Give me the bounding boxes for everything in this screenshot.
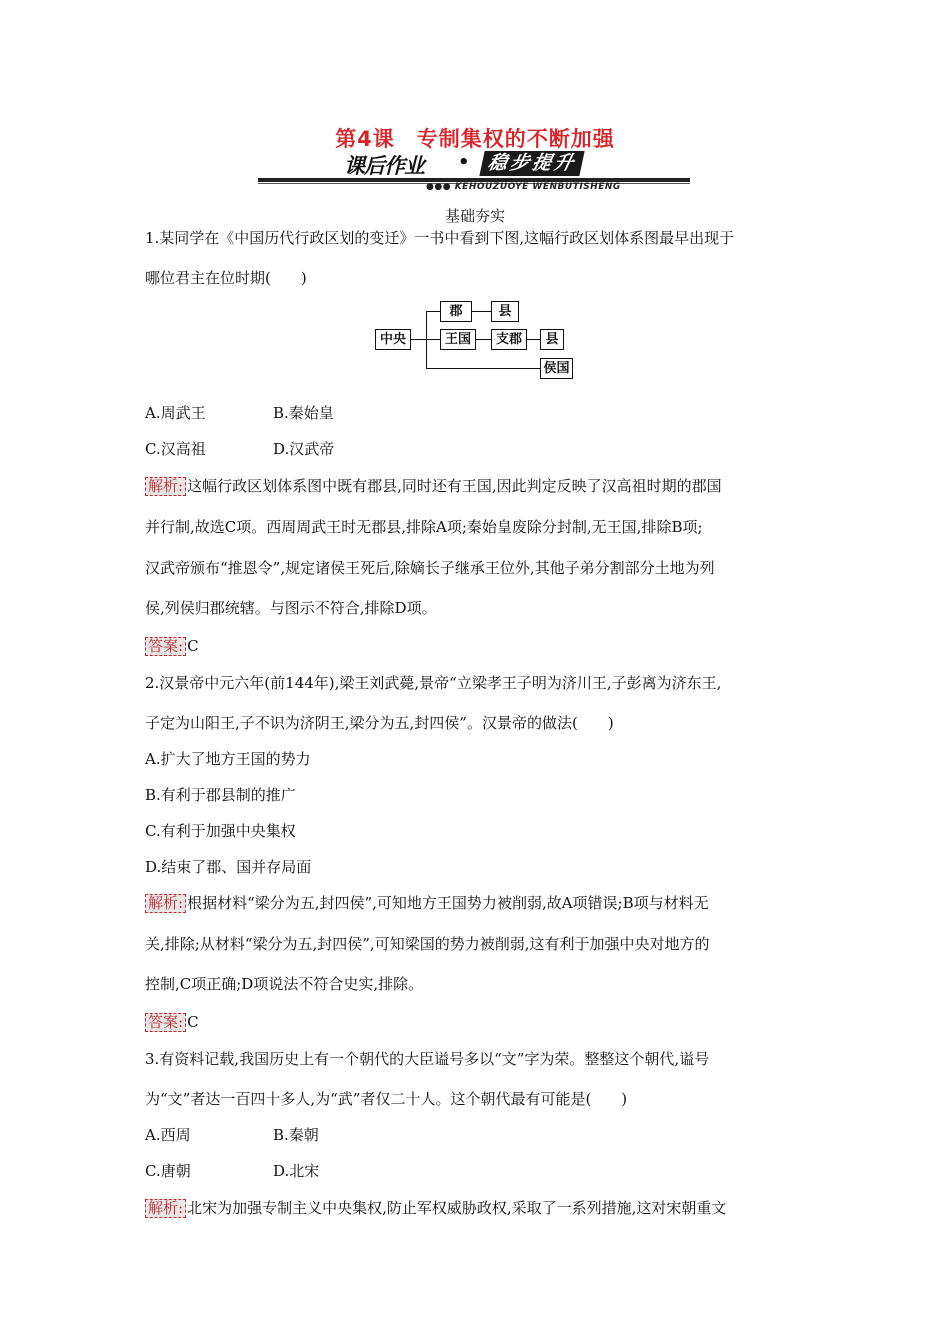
connector: [426, 339, 440, 340]
q3-option-c: C.唐朝: [145, 1162, 191, 1180]
q1-stem-line-1: 1.某同学在《中国历代行政区划的变迁》一书中看到下图,这幅行政区划体系图最早出现于: [145, 229, 735, 247]
q2-analysis-text-1: 根据材料“梁分为五,封四侯”,可知地方王国势力被削弱,故A项错误;B项与材料无: [187, 894, 709, 912]
q1-analysis-line: [145, 476, 722, 496]
node-houguo: 侯国: [540, 358, 573, 379]
q1-stem-line-2: 哪位君主在位时期( ): [145, 269, 307, 287]
q2-analysis-text-2: 关,排除;从材料“梁分为五,封四侯”,可知梁国的势力被削弱,这有利于加强中央对地方的: [145, 935, 710, 953]
q1-option-a: A.周武王: [145, 404, 206, 422]
banner-pinyin: ●●● KEHOUZUOYE WENBUTISHENG: [426, 182, 621, 192]
connector: [426, 368, 540, 369]
q3-option-a: A.西周: [145, 1126, 191, 1144]
node-wangguo: 王国: [440, 329, 476, 350]
node-center: 中央: [375, 329, 411, 350]
homework-banner: [330, 150, 630, 180]
banner-left-text: 课后作业: [344, 154, 424, 178]
q1-option-d: D.汉武帝: [273, 440, 335, 458]
connector: [411, 339, 426, 340]
q2-option-b: B.有利于郡县制的推广: [145, 786, 296, 804]
node-zhijun: 支郡: [491, 329, 527, 350]
connector: [426, 311, 440, 312]
q2-option-d: D.结束了郡、国并存局面: [145, 858, 312, 876]
analysis-tag: 解析:: [145, 477, 186, 496]
answer-tag: 答案:: [145, 637, 186, 656]
q3-option-b: B.秦朝: [273, 1126, 319, 1144]
q1-answer: C: [187, 637, 199, 655]
banner-right-text: 稳步提升: [479, 151, 584, 176]
answer-tag: 答案:: [145, 1013, 186, 1032]
section-heading: 基础夯实: [444, 207, 505, 225]
admin-division-diagram: [375, 296, 575, 386]
q1-option-b: B.秦始皇: [273, 404, 334, 422]
q1-analysis-text-3: 汉武帝颁布“推恩令”,规定诸侯王死后,除嫡长子继承王位外,其他子弟分割部分土地为列: [145, 559, 715, 577]
q3-option-d: D.北宋: [273, 1162, 320, 1180]
q1-analysis-text-1: 这幅行政区划体系图中既有郡县,同时还有王国,因此判定反映了汉高祖时期的郡国: [187, 477, 722, 495]
q2-answer-line: [145, 1012, 199, 1032]
q3-stem-line-2: 为“文”者达一百四十多人,为“武”者仅二十人。这个朝代最有可能是( ): [145, 1090, 628, 1108]
banner-dot: •: [458, 152, 470, 173]
q2-answer: C: [187, 1013, 199, 1031]
q2-option-a: A.扩大了地方王国的势力: [145, 750, 311, 768]
analysis-tag: 解析:: [145, 894, 186, 913]
connector: [472, 311, 491, 312]
q3-analysis-line: [145, 1198, 726, 1218]
q2-analysis-text-3: 控制,C项正确;D项说法不符合史实,排除。: [145, 975, 424, 993]
node-xian: 县: [491, 301, 519, 322]
q1-analysis-text-4: 侯,列侯归郡统辖。与图示不符合,排除D项。: [145, 599, 437, 617]
q2-stem-line-1: 2.汉景帝中元六年(前144年),梁王刘武薨,景帝“立梁孝王子明为济川王,子彭离为济东王,: [145, 674, 722, 692]
q2-stem-line-2: 子定为山阳王,子不识为济阴王,梁分为五,封四侯”。汉景帝的做法( ): [145, 714, 614, 732]
node-xian-2: 县: [540, 329, 564, 350]
node-jun: 郡: [440, 301, 472, 322]
q1-analysis-text-2: 并行制,故选C项。西周周武王时无郡县,排除A项;秦始皇废除分封制,无王国,排除B项;: [145, 518, 703, 536]
lesson-title: 第4课 专制集权的不断加强: [335, 127, 615, 151]
connector: [476, 339, 491, 340]
q2-option-c: C.有利于加强中央集权: [145, 822, 296, 840]
analysis-tag: 解析:: [145, 1199, 186, 1218]
q1-option-c: C.汉高祖: [145, 440, 206, 458]
q1-answer-line: [145, 636, 199, 656]
connector: [527, 339, 540, 340]
q2-analysis-line: [145, 893, 709, 913]
q3-analysis-text-1: 北宋为加强专制主义中央集权,防止军权威胁政权,采取了一系列措施,这对宋朝重文: [187, 1199, 727, 1217]
q3-stem-line-1: 3.有资料记载,我国历史上有一个朝代的大臣谥号多以“文”字为荣。整整这个朝代,谥号: [145, 1050, 710, 1068]
